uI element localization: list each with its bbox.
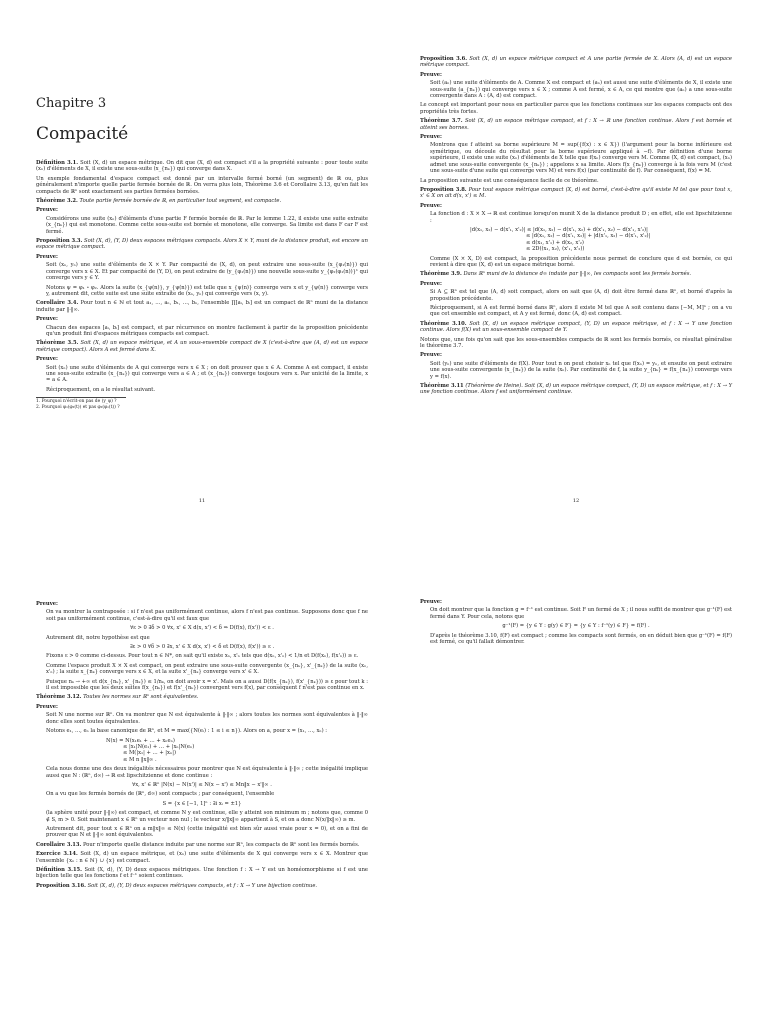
theorem-text: Dans ℝⁿ muni de la distance d∞ induite par ‖·‖∞, les compacts sont les fermés bornés. — [463, 271, 692, 278]
proposition-label: Proposition 3.16. — [36, 882, 86, 889]
proof-label: Preuve: — [36, 316, 58, 323]
math-line: ≤ |x₁|N(e₁) + … + |xₙ|N(eₙ) — [123, 743, 195, 750]
proof-text: Soit (xₙ) une suite d'éléments de A qui converge vers x ∈ X ; on doit prouver que x ∈ A. Comme A est compact, il existe une sous-suite extraite (x_{nₖ}) qui converge vers a ∈ A ; et (x_{nₖ}) converge toujours vers x. Par unicité de la limite, x = a ∈ A. — [46, 364, 368, 384]
proof-text: Comme (X × X, D) est compact, la proposition précédente nous permet de conclure que d est bornée, ce qui revient à dire que (X, d) est un espace métrique borné. — [430, 255, 732, 268]
proof-label: Preuve: — [420, 352, 442, 359]
theorem-text: Toutes les normes sur ℝⁿ sont équivalentes. — [83, 694, 199, 701]
math-line: ≤ 2D((x₁, x₂), (x'₁, x'₂)) — [526, 246, 585, 253]
proposition-3-16 — [36, 883, 368, 889]
theorem-3-2 — [36, 198, 368, 204]
proof-text: Chacun des espaces [aᵢ, bᵢ] est compact, et par récurrence on montre facilement à partir de la proposition précédente qu'un produit fini d'espaces métriques compacts est compact. — [46, 324, 368, 337]
proof-text: On va montrer la contraposée : si f n'est pas uniformément continue, alors f n'est pas continue. Supposons donc que f ne soit pas uniformément continue, c'est-à-dire qu'il est faux que — [46, 609, 368, 622]
proof-label: Preuve: — [36, 356, 58, 363]
proof-text: Fixons ε > 0 comme ci-dessus. Pour tout n ∈ ℕ*, on sait qu'il existe xₙ, x'ₙ tels que d(xₙ, x'ₙ) < 1/n et D(f(xₙ), f(x'ₙ)) ≥ ε. — [46, 653, 359, 660]
proof-label: Preuve: — [420, 599, 442, 605]
equation: S = {x ∈ [−1, 1]ⁿ : ∃i xᵢ = ±1} — [162, 800, 242, 807]
corollary-text: Pour tout n ∈ ℕ et tout a₁, …, aₙ, b₁, …, bₙ, l'ensemble ∏[aᵢ, bᵢ] est un compact de ℝⁿ muni de la distance induite par ‖·‖∞. — [36, 300, 368, 313]
corollary-3-4 — [36, 300, 368, 313]
proof-text: Soit (yₙ) une suite d'éléments de f(X). Pour tout n on peut choisir xₙ tel que f(xₙ) = yₙ, et ensuite on peut extraire une sous-suite convergente (x_{nₖ}) de la suite (xₙ). Par continuité de f, la suite y_{nₖ} = f(x_{nₖ}) converge vers y = f(x). — [430, 360, 732, 380]
footnotes — [36, 397, 126, 410]
proof-text: Notons ψ = φ₁ ∘ φ₂. Alors la suite (x_{ψ(n)}, y_{ψ(n)}) est telle que x_{ψ(n)} converge vers x et y_{ψ(n)} converge vers y, autrement dit, cette suite est une suite extraite de (xₙ, yₙ) qui converge vers (x, y). — [46, 284, 368, 297]
proof-text: Soit N une norme sur ℝⁿ. On va montrer que N est équivalente à ‖·‖∞ ; alors toutes les normes sont équivalentes à ‖·‖∞ donc elles sont toutes équivalentes. — [46, 712, 368, 725]
corollary-label: Corollaire 3.13. — [36, 841, 82, 848]
proposition-label: Proposition 3.8. — [420, 186, 467, 193]
math-display — [106, 738, 368, 764]
page-number: 11 — [198, 497, 206, 504]
math-line: ≤ M n ‖x‖∞ . — [123, 756, 157, 763]
footnote-1: 1. Pourquoi n'écrit-on pas de (y_φ) ? — [36, 399, 117, 405]
theorem-label: Théorème 3.9. — [420, 271, 462, 278]
paragraph: Le concept est important pour nous en particulier parce que les fonctions continues sur les espaces compacts ont des propriétés très fortes. — [420, 102, 732, 115]
proof-text: Soit (xₙ, yₙ) une suite d'éléments de X × Y. Par compacité de (X, d), on peut extraire une sous-suite (x_{φ₁(n)}) qui converge vers x ∈ X. Et par compacité de (Y, D), on peut extraire de (y_{φ₁(n)}) une nouvelle sous-suite y_{φ₂(φ₁(n))}¹ qui converge vers y ∈ Y. — [46, 262, 368, 282]
proof-text: Cela nous donne une des deux inégalités nécessaires pour montrer que N est équivalente à ‖·‖∞ ; cette inégalité implique aussi que N : (ℝⁿ, d∞) → ℝ est lipschitzienne et donc continue : — [46, 766, 368, 779]
proof-text: Notons e₁, …, eₙ la base canonique de ℝⁿ, et M = max({N(eᵢ) : 1 ≤ i ≤ n}). Alors on a, pour x = (x₁, …, xₙ) : — [46, 728, 328, 735]
math-line: N(x) = N(x₁e₁ + … + xₙeₙ) — [106, 737, 175, 744]
chapter-number: Chapitre 3 — [36, 96, 107, 111]
theorem-3-7 — [420, 118, 732, 131]
theorem-label: Théorème 3.2. — [36, 198, 78, 205]
proof-label: Preuve: — [36, 253, 58, 260]
proof-label: Preuve: — [36, 207, 58, 214]
theorem-3-11 — [420, 383, 732, 396]
math-line: |d(x₁, x₂) − d(x'₁, x'₂)| ≤ |d(x₁, x₂) − d(x'₁, x₂) + d(x'₁, x₂) − d(x'₁, x'₂)| — [470, 226, 648, 233]
theorem-text: Soit (X, d) un espace métrique compact, (Y, D) un espace métrique, et f : X → Y une fonction continue. Alors f(X) est un sous-ensemble compact de Y. — [420, 320, 733, 334]
proposition-text: Soit (X, d), (Y, D) deux espaces métriques compacts. Alors X × Y, muni de la distance produit, est encore un espace métrique compact. — [36, 238, 368, 251]
equation: ∃ε > 0 ∀δ > 0 ∃x, x' ∈ X d(x, x') < δ et D(f(x), f(x')) ≥ ε . — [129, 644, 275, 651]
definition-label: Définition 3.15. — [36, 867, 82, 873]
theorem-3-12 — [36, 694, 368, 700]
paragraph: Notons que, une fois qu'on sait que les sous-ensembles compacts de ℝ sont les fermés bornés, ce résultat généralise le théorème 3.7. — [420, 336, 732, 350]
math-line: ≤ M(|x₁| + … + |xₙ|) — [123, 750, 176, 757]
chapter-title: Compacité — [36, 124, 129, 144]
theorem-text: Toute partie fermée bornée de ℝ, en particulier tout segment, est compacte. — [79, 198, 282, 205]
page-14 — [384, 512, 768, 1024]
math-line: ≤ |d(x₁, x₂) − d(x'₁, x₂)| + |d(x'₁, x₂) − d(x'₁, x'₂)| — [526, 233, 651, 240]
paragraph: Un exemple fondamental d'espace compact est donné par un intervalle fermé borné (un segment) de ℝ ou, plus généralement n'importe quelle partie fermée bornée de ℝ. On verra plus loin, Théorème 3.6 et Corollaire 3.13, qu'en fait les compacts de ℝⁿ sont exactement ses parties fermées bornées. — [36, 175, 368, 195]
proof-text: Soit (aₙ) une suite d'éléments de A. Comme X est compact et (aₙ) est aussi une suite d'éléments de X, il existe une sous-suite (a_{nₖ}) qui converge vers x ∈ X ; comme A est fermé, x ∈ A, ce qui montre que (aₙ) a une sous-suite convergente dans A : (A, d) est compact. — [430, 80, 732, 100]
page-top-margin — [420, 0, 732, 56]
theorem-label: Théorème 3.7. — [420, 118, 463, 125]
exercise-3-14 — [36, 851, 368, 864]
proof-label: Preuve: — [420, 202, 442, 209]
corollary-label: Corollaire 3.4. — [36, 300, 79, 307]
proof-label: Preuve: — [420, 134, 442, 141]
proof-text: On doit montrer que la fonction g = f⁻¹ est continue. Soit F un fermé de X ; il nous suffit de montrer que g⁻¹(F) est fermé dans Y. Pour cela, notons que — [430, 607, 732, 620]
footnote-2: 2. Pourquoi φ₁(φ₂(t)) et pas φ₂(φ₁(t)) ? — [36, 404, 120, 410]
corollary-text: Pour n'importe quelle distance induite par une norme sur ℝⁿ, les compacts de ℝⁿ sont les fermés bornés. — [83, 841, 360, 848]
exercise-text: Soit (X, d) un espace métrique, et (xₙ) une suite d'éléments de X qui converge vers x ∈ X. Montrer que l'ensemble {xₙ : n ∈ ℕ} ∪ {x} est compact. — [36, 851, 369, 864]
page-11 — [0, 0, 384, 512]
theorem-text: Soit (X, d) un espace métrique compact, et f : X → ℝ une fonction continue. Alors f est bornée et atteint ses bornes. — [420, 118, 733, 131]
proposition-3-6 — [420, 56, 732, 69]
proof-text: Réciproquement, si A est fermé borné dans ℝⁿ, alors il existe M tel que A soit contenu dans [−M, M]ⁿ ; on a vu que cet ensemble est compact, et A y est fermé, donc (A, d) est compact. — [430, 305, 732, 318]
theorem-3-9 — [420, 271, 732, 277]
theorem-label: Théorème 3.12. — [36, 694, 82, 701]
theorem-label: Théorème 3.11 — [420, 383, 464, 390]
equation: g⁻¹(F) = {y ∈ Y : g(y) ∈ F} = {y ∈ Y : f⁻¹(y) ∈ F} = f(F) . — [502, 623, 650, 630]
theorem-label: Théorème 3.10. — [420, 320, 467, 327]
proposition-text: Pour tout espace métrique compact (X, d) est borné, c'est-à-dire qu'il existe M tel que pour tout x, x' ∈ X on ait d(x, x') ≤ M. — [420, 186, 732, 200]
equation: ∀ε > 0 ∃δ > 0 ∀x, x' ∈ X d(x, x') < δ ⇒ D(f(x), f(x')) < ε . — [130, 625, 274, 632]
proof-text: La fonction d : X × X → ℝ est continue lorsqu'on munit X de la distance produit D ; en effet, elle est lipschitzienne : — [430, 211, 732, 224]
proof-text: On a vu que les fermés bornés de (ℝⁿ, d∞) sont compacts ; par conséquent, l'ensemble — [46, 791, 275, 798]
definition-3-15 — [36, 867, 368, 880]
theorem-label: Théorème 3.5. — [36, 340, 79, 347]
proof-text: Puisque nₖ → +∞ et d(x_{nₖ}, x'_{nₖ}) ≤ 1/nₖ, on doit avoir x = x'. Mais on a aussi D(f(x_{nₖ}), f(x'_{nₖ})) ≥ ε pour tout k : il est impossible que les deux suites f(x_{nₖ}) et f(x'_{nₖ}) convergent vers f(x), par conséquent f n'est pas continue en x. — [46, 678, 368, 692]
theorem-3-10 — [420, 321, 732, 334]
proof-label: Preuve: — [36, 601, 58, 607]
definition-3-1 — [36, 160, 368, 173]
math-display — [470, 227, 732, 253]
proposition-text: Soit (X, d), (Y, D) deux espaces métriques compacts, et f : X → Y une bijection continue. — [87, 882, 318, 889]
proposition-3-3 — [36, 238, 368, 251]
equation: ∀x, x' ∈ ℝⁿ |N(x) − N(x')| ≤ N(x − x') ≤ Mn‖x − x'‖∞ . — [132, 781, 272, 788]
page-top-margin — [36, 512, 368, 598]
page-12 — [384, 0, 768, 512]
page-13 — [0, 512, 384, 1024]
proof-text: D'après le théorème 3.10, f(F) est compact ; comme les compacts sont fermés, on en déduit bien que g⁻¹(F) = f(F) est fermé, ce qu'il fallait démontrer. — [430, 632, 732, 646]
corollary-3-13 — [36, 842, 368, 848]
theorem-text: (Théorème de Heine). Soit (X, d) un espace métrique compact, (Y, D) un espace métrique, et f : X → Y une fonction continue. Alors f est uniformément continue. — [420, 383, 733, 396]
math-line: ≤ d(x₁, x'₁) + d(x₂, x'₂) — [526, 239, 584, 246]
proposition-3-8 — [420, 187, 732, 200]
theorem-3-5 — [36, 340, 368, 353]
theorem-text: Soit (X, d) un espace métrique, et A un sous-ensemble compact de X (c'est-à-dire que (A, d) est un espace métrique compact). Alors A est fermé dans X. — [36, 340, 368, 353]
proof-text: Comme l'espace produit X × X est compact, on peut extraire une sous-suite convergente (x_{nₖ}, x'_{nₖ}) de la suite (xₙ, x'ₙ) ; la suite x_{nₖ} converge vers x ∈ X, et la suite x'_{nₖ} converge vers x' ∈ X. — [46, 662, 368, 676]
paragraph: Réciproquement, on a le résultat suivant. — [46, 386, 156, 393]
proposition-text: Soit (X, d) un espace métrique compact et A une partie fermée de X. Alors (A, d) est un espace métrique compact. — [420, 56, 732, 69]
page-top-margin — [420, 512, 732, 596]
page-number: 12 — [572, 497, 580, 504]
proof-text: Si A ⊆ ℝⁿ est tel que (A, d) soit compact, alors on sait que (A, d) doit être fermé dans ℝⁿ, et borné d'après la proposition précédente. — [430, 289, 732, 302]
definition-text: Soit (X, d), (Y, D) deux espaces métriques. Une fonction f : X → Y est un homéomorphisme si f est une bijection telle que les fonctions f et f⁻¹ soient continues. — [36, 867, 368, 880]
proposition-label: Proposition 3.3. — [36, 238, 83, 245]
definition-text: Soit (X, d) un espace métrique. On dit que (X, d) est compact s'il a la propriété suivante : pour toute suite (xₙ) d'éléments de X, il existe une sous-suite (x_{nₖ}) qui converge dans X. — [36, 160, 368, 173]
proof-text: Autrement dit, notre hypothèse est que — [46, 634, 150, 641]
definition-label: Définition 3.1. — [36, 160, 79, 166]
proof-label: Preuve: — [420, 280, 442, 287]
paragraph: La proposition suivante est une conséquence facile de ce théorème. — [420, 177, 599, 184]
proof-text: (la sphère unité pour ‖·‖∞) est compact, et comme N y est continue, elle y atteint son minimum m ; notons que, comme 0 ∉ S, m > 0. Soit maintenant x ∈ ℝⁿ un vecteur non nul ; le vecteur x/‖x‖∞ appartient à S, et on a donc N(x/‖x‖∞) ≥ m. — [46, 810, 368, 823]
proof-text: Considérons une suite (xₙ) d'éléments d'une partie F fermée bornée de ℝ. Par le lemme 1.22, il existe une suite extraite (x_{nₖ}) qui est monotone. Comme cette sous-suite est bornée et monotone, elle converge. Sa limite est dans F car F est fermé. — [46, 215, 368, 235]
proof-label: Preuve: — [36, 703, 58, 710]
proof-text: Autrement dit, pour tout x ∈ ℝⁿ on a m‖x‖∞ ≤ N(x) (cette inégalité est bien sûr aussi vraie pour x = 0), et on a fini de prouver que N et ‖·‖∞ sont équivalentes. — [46, 825, 368, 839]
proof-text: Montrons que f atteint sa borne supérieure M = sup({f(x) : x ∈ X}) (l'argument pour la borne inférieure est symétrique, ou découle du résultat pour la borne supérieure appliqué à −f). Par définition d'une borne supérieure, il existe une suite (xₙ) d'éléments de X telle que f(xₙ) converge vers M. Comme (X, d) est compact, (xₙ) admet une sous-suite convergente (x_{nₖ}) ; appelons x sa limite. Alors f(x_{nₖ}) converge à la fois vers M (c'est une sous-suite d'une suite qui converge vers M) et vers f(x) (par continuité de f). Par conséquent, f(x) = M. — [430, 142, 732, 175]
exercise-label: Exercice 3.14. — [36, 851, 78, 858]
proposition-label: Proposition 3.6. — [420, 56, 468, 62]
proof-label: Preuve: — [420, 71, 442, 78]
